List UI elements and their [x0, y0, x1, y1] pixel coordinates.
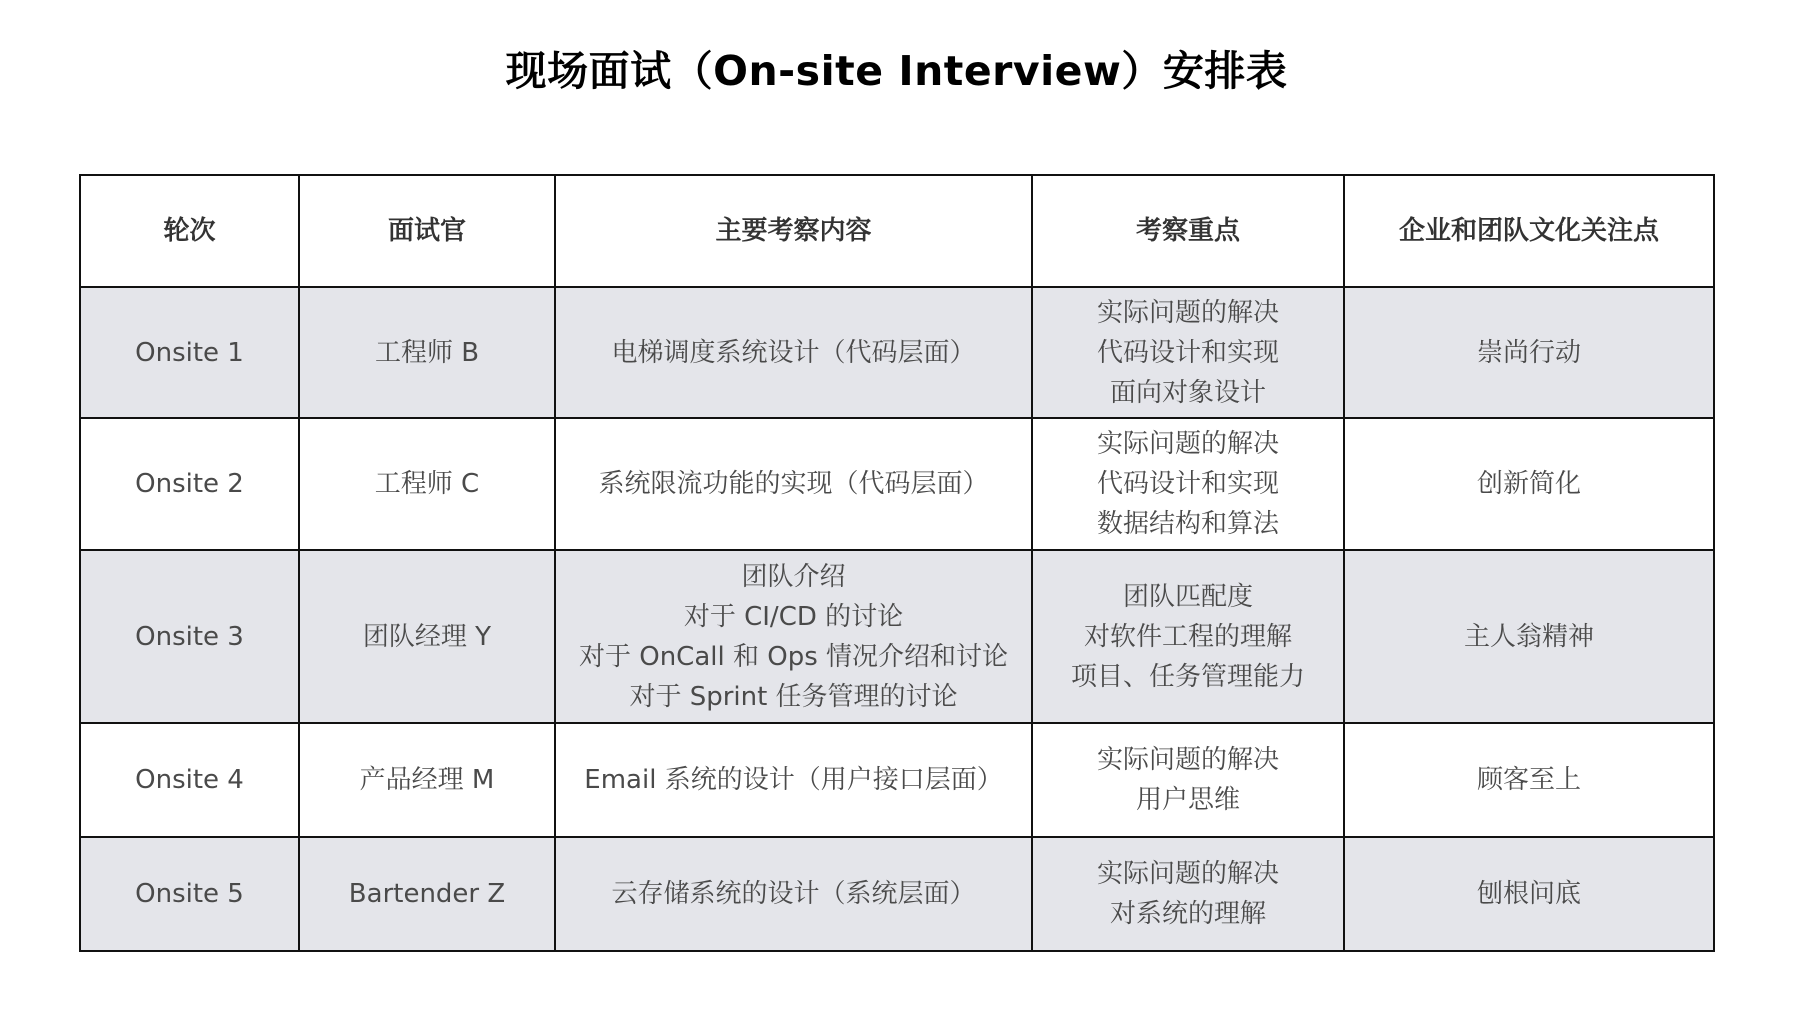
header-content: 主要考察内容 — [555, 175, 1032, 287]
content-line: Email 系统的设计（用户接口层面） — [584, 765, 1003, 795]
cell-round: Onsite 4 — [80, 723, 299, 837]
cell-focus — [1032, 723, 1344, 837]
header-interviewer: 面试官 — [299, 175, 555, 287]
cell-round: Onsite 1 — [80, 287, 299, 418]
cell-focus — [1032, 418, 1344, 550]
content-line: 对于 Sprint 任务管理的讨论 — [629, 681, 958, 712]
focus-line: 对软件工程的理解 — [1083, 621, 1292, 652]
cell-content — [555, 550, 1032, 723]
table-row — [80, 723, 1714, 837]
cell-culture: 主人翁精神 — [1344, 550, 1714, 723]
cell-interviewer: 产品经理 M — [299, 723, 555, 837]
content-line: 系统限流功能的实现（代码层面） — [598, 469, 989, 499]
focus-line: 实际问题的解决 — [1096, 859, 1279, 889]
content-line: 团队介绍 — [741, 561, 846, 592]
cell-culture: 顾客至上 — [1344, 723, 1714, 837]
cell-content — [555, 723, 1032, 837]
interview-schedule-table — [79, 174, 1715, 952]
cell-focus — [1032, 287, 1344, 418]
cell-focus — [1032, 550, 1344, 723]
content-line: 云存储系统的设计（系统层面） — [611, 879, 976, 909]
content-line: 对于 OnCall 和 Ops 情况介绍和讨论 — [578, 641, 1009, 672]
cell-round: Onsite 3 — [80, 550, 299, 723]
cell-culture: 刨根问底 — [1344, 837, 1714, 951]
cell-interviewer: 工程师 B — [299, 287, 555, 418]
table-row — [80, 287, 1714, 418]
cell-content — [555, 287, 1032, 418]
cell-interviewer: Bartender Z — [299, 837, 555, 951]
table-header-row — [80, 175, 1714, 287]
focus-line: 实际问题的解决 — [1096, 745, 1279, 775]
cell-culture: 创新简化 — [1344, 418, 1714, 550]
cell-round: Onsite 5 — [80, 837, 299, 951]
header-focus: 考察重点 — [1032, 175, 1344, 287]
cell-round: Onsite 2 — [80, 418, 299, 550]
page-title: 现场面试（On-site Interview）安排表 — [505, 47, 1288, 95]
table-row — [80, 418, 1714, 550]
content-line: 对于 CI/CD 的讨论 — [683, 601, 904, 632]
focus-line: 代码设计和实现 — [1096, 337, 1279, 368]
cell-interviewer: 工程师 C — [299, 418, 555, 550]
cell-interviewer: 团队经理 Y — [299, 550, 555, 723]
focus-line: 代码设计和实现 — [1096, 469, 1279, 499]
cell-content — [555, 418, 1032, 550]
focus-line: 实际问题的解决 — [1096, 297, 1279, 328]
focus-line: 实际问题的解决 — [1096, 429, 1279, 459]
focus-line: 面向对象设计 — [1109, 377, 1266, 408]
focus-line: 用户思维 — [1135, 785, 1240, 815]
header-round: 轮次 — [80, 175, 299, 287]
table-row — [80, 837, 1714, 951]
focus-line: 项目、任务管理能力 — [1070, 661, 1305, 692]
table-row — [80, 550, 1714, 723]
focus-line: 对系统的理解 — [1109, 899, 1266, 929]
content-line: 电梯调度系统设计（代码层面） — [611, 337, 976, 368]
focus-line: 数据结构和算法 — [1096, 509, 1279, 539]
cell-focus — [1032, 837, 1344, 951]
focus-line: 团队匹配度 — [1122, 581, 1253, 612]
cell-culture: 崇尚行动 — [1344, 287, 1714, 418]
header-culture: 企业和团队文化关注点 — [1344, 175, 1714, 287]
cell-content — [555, 837, 1032, 951]
